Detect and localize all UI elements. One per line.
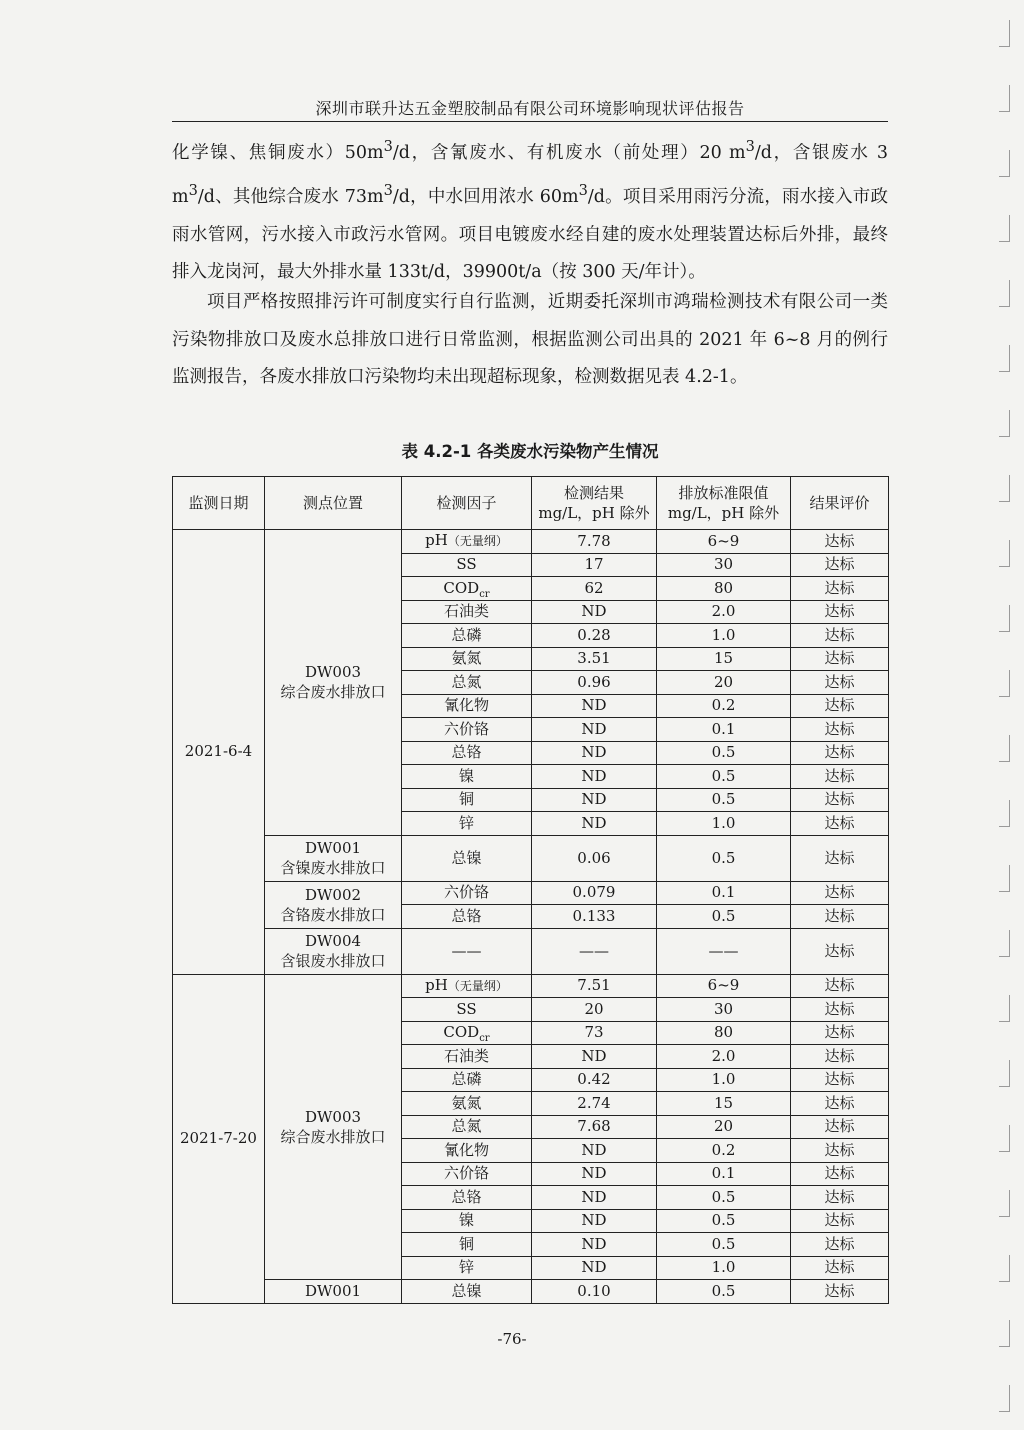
limit-cell: 0.5 [657,1209,791,1233]
limit-cell: 1.0 [657,624,791,648]
factor-cell [402,1256,532,1280]
table-row [173,974,889,998]
evaluation-cell: 达标 [791,1209,889,1233]
evaluation-cell: 达标 [791,1139,889,1163]
result-cell: ND [532,600,657,624]
location-cell [265,881,402,928]
result-cell: ND [532,1045,657,1069]
evaluation-cell: 达标 [791,624,889,648]
factor-cell [402,1068,532,1092]
evaluation-cell: 达标 [791,974,889,998]
evaluation-cell: 达标 [791,1115,889,1139]
factor-cell [402,1045,532,1069]
limit-cell: 15 [657,1092,791,1116]
table-caption: 表 4.2-1 各类废水污染物产生情况 [401,442,659,461]
result-cell: ND [532,812,657,836]
limit-cell: 30 [657,553,791,577]
factor-cell [402,1139,532,1163]
limit-cell: 0.5 [657,1233,791,1257]
factor-cell [402,1162,532,1186]
result-cell: 73 [532,1021,657,1045]
factor-name: 总铬 [451,906,482,925]
factor-name: COD [443,578,480,597]
result-cell: 7.78 [532,530,657,554]
factor-cell [402,1092,532,1116]
evaluation-cell: 达标 [791,1021,889,1045]
result-cell: 0.96 [532,671,657,695]
factor-name: pH [425,975,448,994]
outlet-code: DW001 [304,1282,362,1301]
header-factor: 检测因子 [402,477,532,530]
result-cell: ND [532,1186,657,1210]
factor-cell [402,553,532,577]
result-cell: ND [532,1209,657,1233]
limit-cell: 0.5 [657,765,791,789]
factor-name: COD [443,1023,480,1042]
evaluation-cell: 达标 [791,694,889,718]
result-cell: ND [532,1162,657,1186]
limit-cell: 20 [657,1115,791,1139]
evaluation-cell: 达标 [791,647,889,671]
factor-cell [402,1115,532,1139]
factor-name: SS [456,999,477,1018]
header-evaluation: 结果评价 [791,477,889,530]
table-row [173,835,889,881]
factor-cell [402,998,532,1022]
factor-cell [402,788,532,812]
outlet-name: 含银废水排放口 [280,952,386,970]
paragraph-wastewater-volume: 化学镍、焦铜废水）$50m^3/d$，含氰废水、有机废水（前处理）20 $m^3/d$，含银废水 3 $m^3/d$、其他综合废水 $73m^3/d$，中水回用浓水 $60m^3/d$。项目采用雨污分流，雨水接入市政雨水管网，污水接入市政污水管网。项目电镀废水经自建的废水处理装置达标后外排，最终排入龙岗河，最大外排水量 133t/d，39900t/a（按 300 天/年计）。 [172,138,888,283]
outlet-name: 综合废水排放口 [280,683,386,702]
limit-cell: 20 [657,671,791,695]
location-cell [265,974,402,1280]
evaluation-cell: 达标 [791,1045,889,1069]
factor-cell [402,647,532,671]
evaluation-cell: 达标 [791,530,889,554]
factor-cell [402,905,532,929]
factor-name: 氰化物 [443,696,489,715]
factor-name: pH [425,531,448,550]
factor-cell [402,1209,532,1233]
date-cell: 2021-7-20 [173,974,265,1303]
factor-name: 锌 [458,1258,474,1277]
evaluation-cell: 达标 [791,1068,889,1092]
evaluation-cell: 达标 [791,835,889,881]
evaluation-cell: 达标 [791,1186,889,1210]
factor-cell [402,1021,532,1045]
factor-name: 六价铬 [443,719,489,738]
limit-cell: 1.0 [657,812,791,836]
factor-name: 氨氮 [451,649,482,668]
evaluation-cell: 达标 [791,1256,889,1280]
result-cell: ND [532,694,657,718]
limit-cell: 0.1 [657,881,791,905]
result-cell: 0.133 [532,905,657,929]
factor-name: 总氮 [451,672,482,691]
factor-name: 总磷 [451,1070,482,1089]
factor-cell [402,1186,532,1210]
result-cell: 0.079 [532,881,657,905]
evaluation-cell: 达标 [791,1280,889,1304]
outlet-name: 含铬废水排放口 [280,905,386,924]
factor-cell [402,694,532,718]
result-cell: ND [532,741,657,765]
monitoring-table [172,476,889,1304]
factor-name: 氨氮 [451,1093,482,1112]
result-cell: 3.51 [532,647,657,671]
location-cell [265,835,402,881]
evaluation-cell: 达标 [791,1092,889,1116]
factor-name: 锌 [458,813,474,832]
table-row [173,881,889,905]
limit-cell: 0.5 [657,905,791,929]
factor-cell [402,928,532,974]
location-cell [265,928,402,974]
outlet-code: DW003 [304,1107,362,1126]
page-header: 深圳市联升达五金塑胶制品有限公司环境影响现状评估报告 [172,96,888,122]
result-cell: —— [532,928,657,974]
outlet-code: DW003 [304,663,362,682]
factor-cell [402,718,532,742]
factor-cell [402,671,532,695]
factor-name: 总镍 [451,1281,482,1300]
limit-cell: 0.5 [657,1186,791,1210]
evaluation-cell: 达标 [791,998,889,1022]
factor-name: SS [456,555,477,574]
factor-cell [402,974,532,998]
result-cell: ND [532,1256,657,1280]
factor-cell [402,835,532,881]
header-limit: 排放标准限值 mg/L，pH 除外 [657,477,791,530]
factor-cell [402,600,532,624]
evaluation-cell: 达标 [791,812,889,836]
factor-cell [402,741,532,765]
factor-subscript: cr [479,588,490,600]
factor-name: 镍 [458,1211,474,1230]
factor-cell [402,530,532,554]
result-cell: 2.74 [532,1092,657,1116]
evaluation-cell: 达标 [791,600,889,624]
evaluation-cell: 达标 [791,881,889,905]
paragraph-monitoring: 项目严格按照排污许可制度实行自行监测，近期委托深圳市鸿瑞检测技术有限公司一类污染物排放口及废水总排放口进行日常监测，根据监测公司出具的 2021 年 6~8 月的例行监测报告，各废水排放口污染物均未出现超标现象，检测数据见表 4.2-1。 [172,292,888,387]
factor-name: 六价铬 [443,883,489,902]
factor-name: 总镍 [451,848,482,867]
limit-cell: 6~9 [657,530,791,554]
table-row [173,928,889,974]
factor-subscript: cr [479,1033,490,1045]
outlet-name: 含镍废水排放口 [280,859,386,877]
outlet-code: DW002 [304,885,362,904]
result-cell: 0.06 [532,835,657,881]
limit-cell: —— [657,928,791,974]
limit-cell: 0.5 [657,741,791,765]
factor-name: 铜 [458,1234,474,1253]
factor-name: 石油类 [443,602,489,621]
location-cell [265,530,402,836]
limit-cell: 0.5 [657,835,791,881]
evaluation-cell: 达标 [791,671,889,695]
factor-cell [402,1233,532,1257]
factor-name: 镍 [458,766,474,785]
factor-name: 总铬 [451,743,482,762]
evaluation-cell: 达标 [791,788,889,812]
outlet-code: DW001 [304,839,362,857]
result-cell: 0.42 [532,1068,657,1092]
outlet-code: DW004 [304,932,362,950]
result-cell: ND [532,1233,657,1257]
result-cell: 7.68 [532,1115,657,1139]
binding-marks [986,0,1016,1430]
result-cell: 62 [532,577,657,601]
factor-name: 石油类 [443,1046,489,1065]
limit-cell: 6~9 [657,974,791,998]
limit-cell: 15 [657,647,791,671]
result-cell: 0.10 [532,1280,657,1304]
result-cell: ND [532,718,657,742]
factor-name: 总磷 [451,625,482,644]
evaluation-cell: 达标 [791,905,889,929]
limit-cell: 2.0 [657,1045,791,1069]
table-row [173,530,889,554]
result-cell: 17 [532,553,657,577]
result-cell: ND [532,1139,657,1163]
evaluation-cell: 达标 [791,1162,889,1186]
header-date: 监测日期 [173,477,265,530]
limit-cell: 80 [657,577,791,601]
evaluation-cell: 达标 [791,765,889,789]
evaluation-cell: 达标 [791,553,889,577]
limit-cell: 2.0 [657,600,791,624]
evaluation-cell: 达标 [791,1233,889,1257]
factor-cell [402,577,532,601]
factor-name: 六价铬 [443,1164,489,1183]
limit-cell: 30 [657,998,791,1022]
header-result: 检测结果 mg/L，pH 除外 [532,477,657,530]
table-body [173,530,889,1304]
limit-cell: 1.0 [657,1068,791,1092]
limit-cell: 0.5 [657,1280,791,1304]
factor-cell [402,765,532,789]
result-cell: 20 [532,998,657,1022]
factor-name: 铜 [458,790,474,809]
factor-cell [402,624,532,648]
limit-cell: 1.0 [657,1256,791,1280]
limit-cell: 0.1 [657,718,791,742]
ph-unit: （无量纲） [447,978,508,993]
result-cell: 0.28 [532,624,657,648]
factor-name: 总氮 [451,1117,482,1136]
result-cell: ND [532,765,657,789]
outlet-name: 综合废水排放口 [280,1127,386,1146]
result-cell: 7.51 [532,974,657,998]
factor-name: 氰化物 [443,1140,489,1159]
ph-unit: （无量纲） [447,534,508,549]
factor-name: —— [451,941,482,960]
evaluation-cell: 达标 [791,577,889,601]
header-location: 测点位置 [265,477,402,530]
factor-cell [402,1280,532,1304]
page-number: -76- [497,1330,527,1348]
factor-name: 总铬 [451,1187,482,1206]
evaluation-cell: 达标 [791,718,889,742]
limit-cell: 0.2 [657,694,791,718]
limit-cell: 80 [657,1021,791,1045]
factor-cell [402,812,532,836]
factor-cell [402,881,532,905]
evaluation-cell: 达标 [791,928,889,974]
result-cell: ND [532,788,657,812]
location-cell [265,1280,402,1304]
date-cell: 2021-6-4 [173,530,265,975]
limit-cell: 0.2 [657,1139,791,1163]
table-row [173,1280,889,1304]
evaluation-cell: 达标 [791,741,889,765]
limit-cell: 0.1 [657,1162,791,1186]
limit-cell: 0.5 [657,788,791,812]
